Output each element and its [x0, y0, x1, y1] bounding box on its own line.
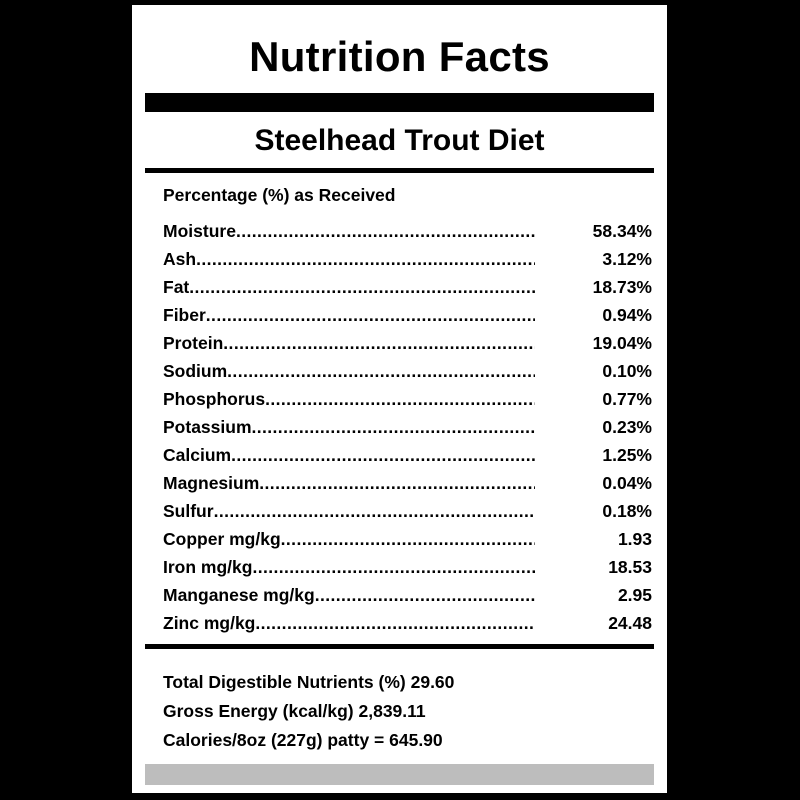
nutrient-value: 1.25% [602, 445, 652, 465]
nutrient-name: Phosphorus [163, 389, 266, 409]
nutrient-name: Zinc mg/kg [163, 613, 256, 633]
nutrient-value: 58.34% [592, 221, 652, 241]
nutrient-value: 0.10% [602, 361, 652, 381]
section-heading: Percentage (%) as Received [163, 185, 396, 205]
summary-section [163, 668, 643, 755]
nutrient-row-calcium [163, 441, 652, 469]
nutrient-row-moisture [163, 217, 652, 245]
nutrient-row-ash [163, 245, 652, 273]
nutrient-value: 24.48 [608, 613, 652, 633]
nutrient-value: 18.73% [592, 277, 652, 297]
nutrient-name: Fiber [163, 305, 206, 325]
nutrient-name: Fat [163, 277, 190, 297]
medium-divider [145, 168, 654, 173]
nutrient-row-sodium [163, 357, 652, 385]
nutrient-name: Ash [163, 249, 197, 269]
nutrient-row-phosphorus [163, 385, 652, 413]
nutrient-list [163, 217, 652, 637]
nutrient-value: 3.12% [602, 249, 652, 269]
nutrient-name: Sulfur [163, 501, 214, 521]
nutrient-name: Copper mg/kg [163, 529, 281, 549]
nutrient-value: 19.04% [592, 333, 652, 353]
nutrient-row-iron [163, 553, 652, 581]
nutrient-name: Magnesium [163, 473, 260, 493]
nutrient-name: Sodium [163, 361, 228, 381]
nutrient-value: 0.77% [602, 389, 652, 409]
nutrient-row-magnesium [163, 469, 652, 497]
nutrient-row-sulfur [163, 497, 652, 525]
nutrition-label [132, 5, 667, 793]
nutrient-row-protein [163, 329, 652, 357]
nutrient-value: 0.94% [602, 305, 652, 325]
total-digestible-nutrients: Total Digestible Nutrients (%) 29.60 [163, 672, 455, 692]
nutrient-value: 18.53 [608, 557, 652, 577]
nutrient-value: 1.93 [617, 529, 652, 549]
nutrient-row-zinc [163, 609, 652, 637]
footer-bar [145, 764, 654, 785]
nutrient-row-copper [163, 525, 652, 553]
nutrient-value: 0.04% [602, 473, 652, 493]
label-subtitle: Steelhead Trout Diet [254, 124, 545, 157]
nutrient-row-potassium [163, 413, 652, 441]
nutrient-value: 2.95 [617, 585, 652, 605]
nutrient-name: Manganese mg/kg [163, 585, 315, 605]
nutrient-row-fat [163, 273, 652, 301]
label-title: Nutrition Facts [249, 33, 550, 80]
bottom-divider [145, 644, 654, 649]
nutrient-name: Calcium [163, 445, 232, 465]
calories-per-patty: Calories/8oz (227g) patty = 645.90 [163, 730, 443, 750]
nutrient-name: Iron mg/kg [163, 557, 253, 577]
nutrient-name: Moisture [163, 221, 236, 241]
nutrient-row-fiber [163, 301, 652, 329]
nutrient-value: 0.18% [602, 501, 652, 521]
nutrient-value: 0.23% [602, 417, 652, 437]
nutrient-name: Potassium [163, 417, 252, 437]
thick-divider [145, 93, 654, 112]
nutrient-row-manganese [163, 581, 652, 609]
gross-energy: Gross Energy (kcal/kg) 2,839.11 [163, 701, 426, 721]
nutrient-name: Protein [163, 333, 224, 353]
